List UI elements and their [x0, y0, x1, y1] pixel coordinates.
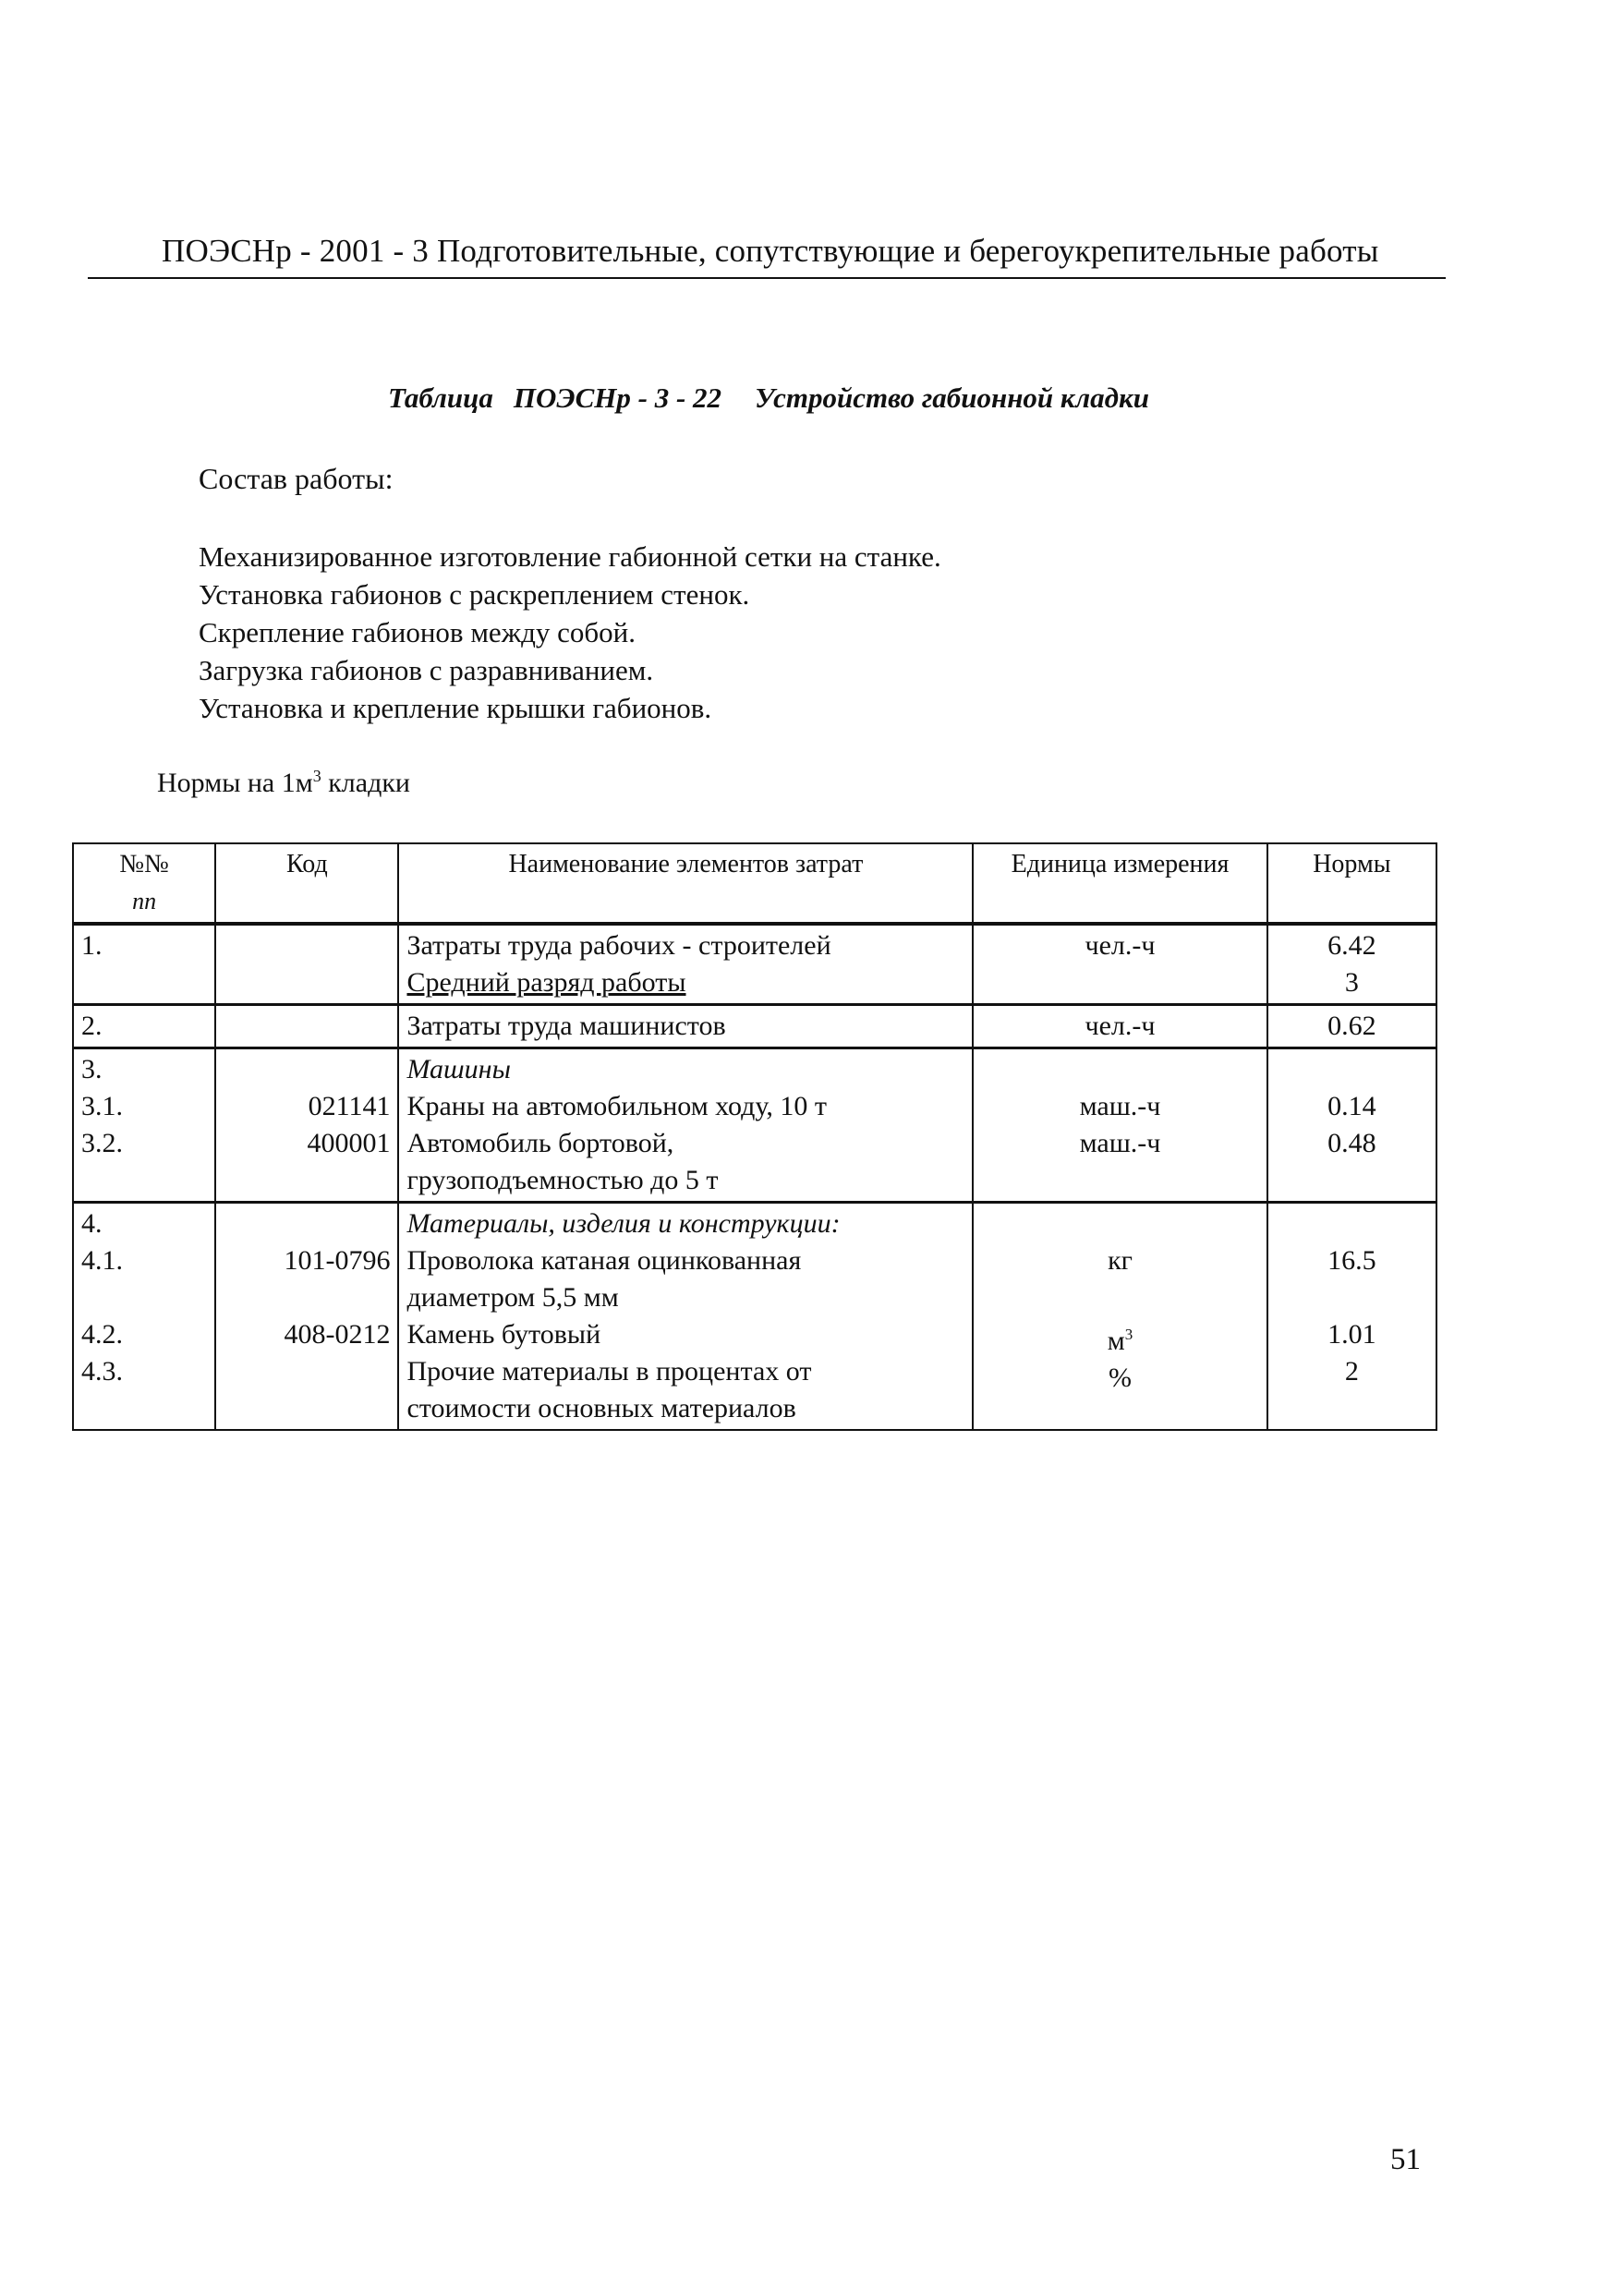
- cell-norm: [1267, 1048, 1436, 1203]
- cell-line: [81, 1279, 207, 1316]
- cell-name: [398, 1203, 973, 1431]
- cell-line: 4.2.: [81, 1319, 123, 1350]
- cell-line: 0.62: [1327, 1011, 1376, 1041]
- cell-line: Проволока катаная оцинкованная: [406, 1245, 802, 1276]
- table-header-row: [73, 843, 1436, 924]
- header-num: [73, 843, 215, 924]
- composition-heading: Состав работы:: [199, 462, 394, 495]
- cell-norm: [1267, 1005, 1436, 1048]
- header-name: Наименование элементов затрат: [398, 843, 973, 924]
- cell-line: маш.-ч: [1079, 1128, 1161, 1158]
- cell-line: 4.3.: [81, 1356, 123, 1387]
- cell-line: 2.: [81, 1011, 103, 1041]
- cell-line: чел.-ч: [1085, 930, 1156, 961]
- cell-line: [1276, 1279, 1428, 1316]
- cell-line: 101-0796: [284, 1245, 391, 1276]
- cell-line: 3: [1344, 967, 1359, 998]
- cell-line: 0.14: [1327, 1091, 1376, 1121]
- cell-line: стоимости основных материалов: [406, 1393, 796, 1423]
- cell-line: чел.-ч: [1085, 1011, 1156, 1041]
- cell-name: [398, 924, 973, 1005]
- cell-line: 2: [1344, 1356, 1359, 1387]
- table-row: [73, 1203, 1436, 1431]
- unit-sup: 3: [1124, 1326, 1133, 1343]
- cell-line: 16.5: [1327, 1245, 1376, 1276]
- table-row: [73, 1005, 1436, 1048]
- cell-line: Средний разряд работы: [406, 967, 686, 998]
- operation-item: Скрепление габионов между собой.: [199, 616, 636, 648]
- caption-prefix: Таблица: [388, 382, 493, 414]
- cell-line: Затраты труда машинистов: [406, 1011, 726, 1041]
- cell-line: кг: [1108, 1245, 1133, 1276]
- cell-line: Машины: [406, 1054, 511, 1084]
- cell-line: 0.48: [1327, 1128, 1376, 1158]
- cell-line: [224, 1051, 390, 1088]
- cell-name: [398, 1005, 973, 1048]
- cell-line: [981, 1205, 1258, 1242]
- caption-code: ПОЭСНр - 3 - 22: [513, 382, 722, 414]
- cell-line: Камень бутовый: [406, 1319, 601, 1350]
- cell-line: 3.: [81, 1054, 103, 1084]
- cell-line: 3.1.: [81, 1091, 123, 1121]
- cell-unit: [973, 1048, 1266, 1203]
- page-number: 51: [1390, 2143, 1421, 2176]
- caption-title: Устройство габионной кладки: [755, 382, 1149, 414]
- table-row: [73, 924, 1436, 1005]
- cell-line: 1.01: [1327, 1319, 1376, 1350]
- header-norm: Нормы: [1267, 843, 1436, 924]
- cell-line: Краны на автомобильном ходу, 10 т: [406, 1091, 828, 1121]
- header-code: Код: [215, 843, 398, 924]
- cell-line: [981, 1316, 1258, 1360]
- cell-line: 4.1.: [81, 1245, 123, 1276]
- cell-norm: [1267, 1203, 1436, 1431]
- table-row: [73, 1048, 1436, 1203]
- operation-item: Установка и крепление крышки габионов.: [199, 692, 712, 724]
- cell-code: [215, 1048, 398, 1203]
- cell-line: [224, 1279, 390, 1316]
- running-header: ПОЭСНр - 2001 - 3 Подготовительные, сопутствующие и берегоукрепительные работы: [162, 233, 1379, 269]
- norms-heading-sup: 3: [312, 767, 321, 785]
- cell-num: [73, 1005, 215, 1048]
- cell-num: [73, 924, 215, 1005]
- operation-item: Механизированное изготовление габионной сетки на станке.: [199, 540, 941, 573]
- cell-line: Материалы, изделия и конструкции:: [406, 1208, 841, 1239]
- cell-line: [1276, 1205, 1428, 1242]
- cell-line: [981, 1051, 1258, 1088]
- table-caption: [388, 382, 1149, 415]
- header-unit: Единица измерения: [973, 843, 1266, 924]
- cell-line: 4.: [81, 1208, 103, 1239]
- cell-code: [215, 1203, 398, 1431]
- norms-table: [72, 842, 1437, 1431]
- norms-heading: [157, 767, 410, 799]
- cell-line: маш.-ч: [1079, 1091, 1161, 1121]
- cell-line: [981, 1279, 1258, 1316]
- cell-line: диаметром 5,5 мм: [406, 1282, 619, 1313]
- cell-line: Автомобиль бортовой,: [406, 1128, 674, 1158]
- cell-line: Прочие материалы в процентах от: [406, 1356, 812, 1387]
- cell-line: 021141: [308, 1091, 391, 1121]
- norms-heading-suffix: кладки: [321, 768, 410, 798]
- cell-line: [1276, 1051, 1428, 1088]
- cell-unit: [973, 1005, 1266, 1048]
- cell-line: 3.2.: [81, 1128, 123, 1158]
- cell-num: [73, 1048, 215, 1203]
- operations-list: [199, 538, 941, 727]
- operation-item: Загрузка габионов с разравниванием.: [199, 654, 654, 686]
- cell-unit: [973, 1203, 1266, 1431]
- cell-line: грузоподъемностью до 5 т: [406, 1165, 719, 1195]
- cell-name: [398, 1048, 973, 1203]
- header-num-label: №№: [119, 850, 169, 878]
- cell-line: Затраты труда рабочих - строителей: [406, 930, 831, 961]
- cell-line: 400001: [307, 1128, 391, 1158]
- header-num-sub: пп: [132, 888, 157, 914]
- cell-line: %: [1109, 1362, 1132, 1393]
- unit-text: м: [1107, 1326, 1125, 1356]
- cell-line: [224, 1205, 390, 1242]
- operation-item: Установка габионов с раскреплением стенок.: [199, 578, 750, 611]
- header-rule: [88, 277, 1446, 279]
- cell-unit: [973, 924, 1266, 1005]
- cell-line: 408-0212: [284, 1319, 391, 1350]
- cell-norm: [1267, 924, 1436, 1005]
- cell-code: [215, 924, 398, 1005]
- cell-line: 1.: [81, 930, 103, 961]
- cell-code: [215, 1005, 398, 1048]
- norms-heading-prefix: Нормы на 1м: [157, 768, 313, 798]
- cell-num: [73, 1203, 215, 1431]
- cell-line: 6.42: [1327, 930, 1376, 961]
